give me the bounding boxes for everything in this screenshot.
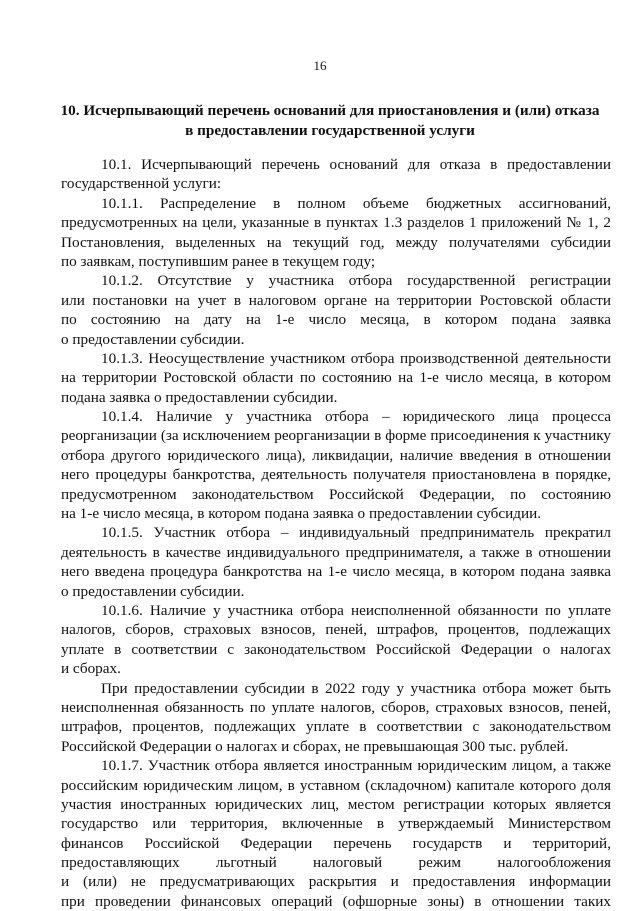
- paragraph-p-10-1-6: [61, 601, 611, 679]
- paragraph-line: 10.1.5. Участник отбора – индивидуальный предприниматель прекратил: [101, 524, 611, 542]
- section-heading-line-2: в предоставлении государственной услуги: [185, 122, 475, 139]
- paragraph-line: российским юридическим лицом, в уставном (складочном) капитале которого доля: [61, 776, 611, 794]
- document-body: [61, 155, 611, 911]
- paragraph-line: отбора другого юридического лица), ликвидации, наличие введения в отношении: [61, 446, 611, 464]
- paragraph-line: 10.1.6. Наличие у участника отбора неисполненной обязанности по уплате: [101, 601, 611, 619]
- paragraph-line: участия иностранных юридических лиц, местом регистрации которых является: [61, 795, 611, 813]
- paragraph-line: 10.1.1. Распределение в полном объеме бюджетных ассигнований,: [101, 194, 611, 212]
- paragraph-line: 10.1.2. Отсутствие у участника отбора государственной регистрации: [101, 272, 611, 290]
- paragraph-line: о предоставлении субсидии.: [61, 330, 245, 348]
- paragraph-p-10-1-7: [61, 756, 611, 911]
- paragraph-line: уплате в соответствии с законодательством Российской Федерации о налогах: [61, 640, 611, 658]
- paragraph-line: предусмотренном законодательством Российской Федерации, по состоянию: [61, 485, 611, 503]
- paragraph-line: и (или) не предусматривающих раскрытия и предоставления информации: [61, 873, 611, 891]
- paragraph-line: неисполненная обязанность по уплате налогов, сборов, страховых взносов, пеней,: [61, 698, 611, 716]
- paragraph-line: 10.1.7. Участник отбора является иностранным юридическим лицом, а также: [101, 757, 611, 775]
- paragraph-line: Российской Федерации о налогах и сборах, не превышающая 300 тыс. рублей.: [61, 737, 569, 755]
- paragraph-line: государство или территория, включенные в утверждаемый Министерством: [61, 815, 611, 833]
- paragraph-line: него процедуры банкротства, деятельность получателя приостановлена в порядке,: [61, 466, 611, 484]
- paragraph-p-10-1-1: [61, 194, 611, 272]
- paragraph-line: о предоставлении субсидии.: [61, 582, 245, 600]
- paragraph-line: Постановления, выделенных на текущий год, между получателями субсидии: [61, 233, 611, 251]
- paragraph-line: предусмотренных на цели, указанные в пунктах 1.3 разделов 1 приложений № 1, 2: [61, 214, 611, 232]
- paragraph-line: финансов Российской Федерации перечень государств и территорий,: [61, 834, 611, 852]
- paragraph-p-2022: [61, 679, 611, 757]
- paragraph-line: 10.1. Исчерпывающий перечень оснований для отказа в предоставлении: [101, 156, 611, 173]
- paragraph-p-10-1: [61, 155, 611, 194]
- paragraph-line: деятельность в качестве индивидуального предпринимателя, а также в отношении: [61, 543, 611, 561]
- paragraph-line: налогов, сборов, страховых взносов, пеней, штрафов, процентов, подлежащих: [61, 621, 611, 639]
- section-heading: [60, 101, 600, 141]
- paragraph-line: подана заявка о предоставлении субсидии.: [61, 388, 338, 406]
- paragraph-line: 10.1.4. Наличие у участника отбора – юридического лица процесса: [101, 408, 611, 426]
- section-heading-line-1: 10. Исчерпывающий перечень оснований для приостановления и (или) отказа: [60, 102, 600, 119]
- page-number: 16: [313, 58, 327, 73]
- paragraph-p-10-1-5: [61, 523, 611, 601]
- paragraph-line: штрафов, процентов, подлежащих уплате в соответствии с законодательством: [61, 718, 611, 736]
- paragraph-p-10-1-3: [61, 349, 611, 407]
- paragraph-line: по заявкам, поступившим ранее в текущем году;: [61, 252, 376, 270]
- paragraph-line: него введена процедура банкротства на 1-е число месяца, в котором подана заявка: [61, 563, 611, 581]
- paragraph-line: при проведении финансовых операций (офшорные зоны) в отношении таких: [61, 892, 611, 910]
- paragraph-line: реорганизации (за исключением реорганизации в форме присоединения к участнику: [61, 427, 611, 445]
- paragraph-line: по состоянию на дату на 1-е число месяца, в котором подана заявка: [61, 311, 611, 329]
- paragraph-line: При предоставлении субсидии в 2022 году у участника отбора может быть: [101, 679, 611, 697]
- paragraph-p-10-1-4: [61, 407, 611, 523]
- paragraph-p-10-1-2: [61, 271, 611, 349]
- paragraph-line: предоставляющих льготный налоговый режим налогообложения: [61, 854, 611, 872]
- paragraph-line: и сборах.: [61, 660, 121, 678]
- paragraph-line: 10.1.3. Неосуществление участником отбора производственной деятельности: [101, 349, 611, 367]
- paragraph-line: или постановки на учет в налоговом органе на территории Ростовской области: [61, 291, 611, 309]
- paragraph-line: государственной услуги:: [61, 175, 222, 193]
- paragraph-line: на территории Ростовской области по состоянию на 1-е число месяца, в котором: [61, 369, 611, 387]
- paragraph-line: на 1-е число месяца, в котором подана заявка о предоставлении субсидии.: [61, 505, 541, 523]
